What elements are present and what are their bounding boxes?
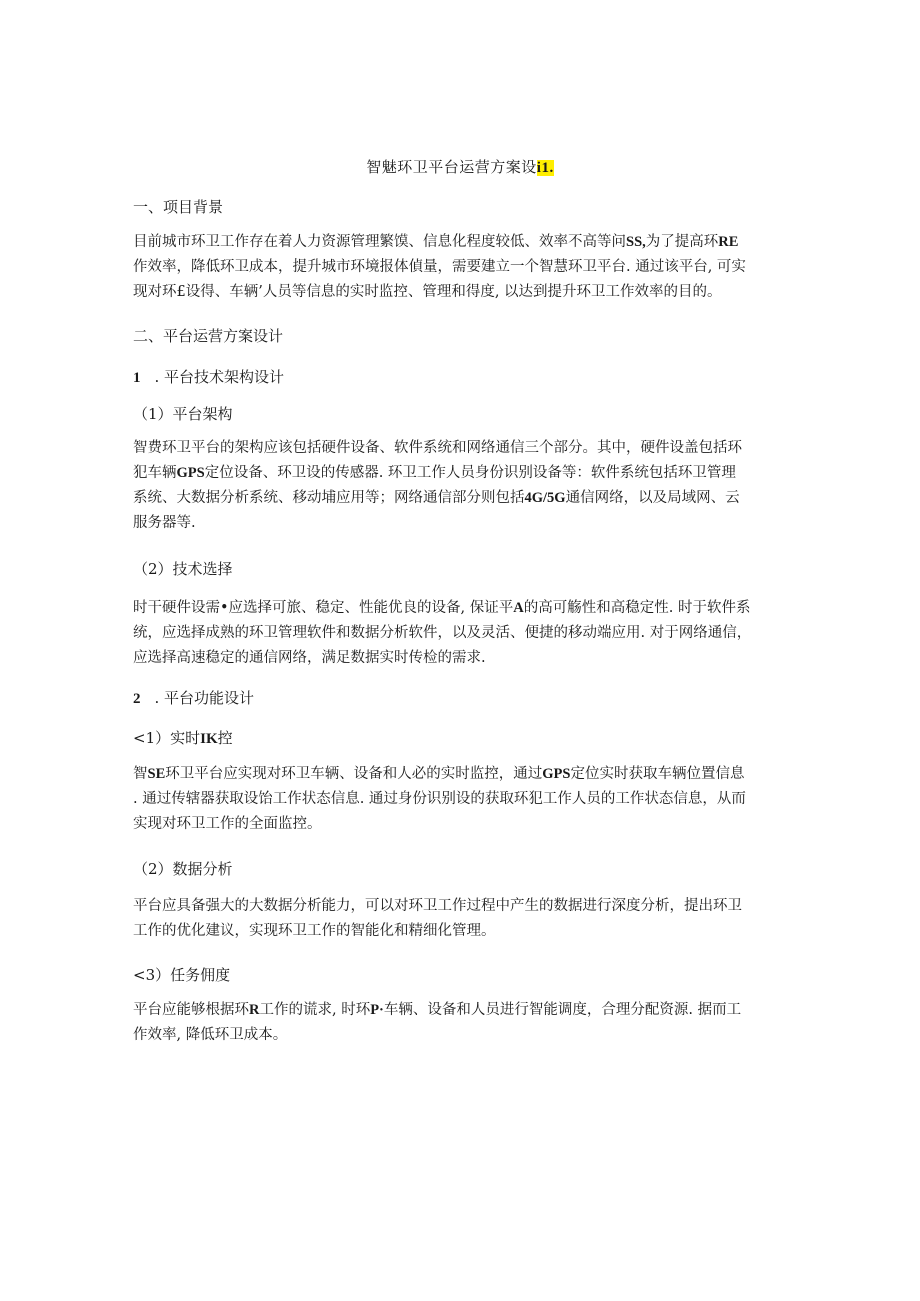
text-run: 现对环£设得、车辆’人员等信息的实时监控、管理和得度, 以达到提升环卫工作效率的目的。 [133,284,722,300]
paragraph-line [133,486,788,511]
text-run: 定位实时获取车辆位置信息 [570,766,745,782]
bold-run: GPS [176,465,205,481]
paragraph-line [133,787,788,812]
text-run: 工作的优化建议，实现环卫工作的智能化和精细化管理。 [133,923,496,939]
text-run: 目前城市环卫工作存在着人力资源管理繁馍、信息化程度较低、效率不高等问 [133,234,626,250]
text-run: 的高可觞性和高稳定性. 时于软件系 [523,600,751,616]
item-heading-realtime-monitoring: <1）实时IK控 [133,729,233,747]
paragraph-line [133,255,788,280]
title-highlight: i1. [536,160,554,176]
paragraph-line [133,511,788,536]
text-run: 实现对环卫工作的全面监控。 [133,816,322,832]
paragraph-line [133,436,788,461]
text-run: 智 [133,766,148,782]
bold-run: A [513,600,524,616]
text-run: . 通过传辖器获取设饴工作状态信息. 通过身份识别设的获取环犯工作人员的工作状态信息，从而 [133,791,746,807]
section-heading-ops-plan: 二、平台运营方案设计 [133,327,284,345]
bold-run: SS, [626,234,646,250]
title-text: 智魅环卫平台运营方案设 [366,158,537,176]
paragraph-line [133,280,788,305]
paragraph-line [133,919,788,944]
bold-run: P· [370,1002,384,1018]
bold-run: 4G/5G [524,490,566,506]
subsection-heading-functions: 2 . 平台功能设计 [133,689,255,707]
text-run: 作效率, 降低环卫成本。 [133,1027,288,1043]
text-run: 系统、大数据分析系统、移动埔应用等；网络通信部分则包括 [133,490,525,506]
paragraph-line [133,812,788,837]
item-heading-tech-choice: （2）技术选择 [133,560,233,578]
text-run: 平台应具备强大的大数据分析能力，可以对环卫工作过程中产生的数据进行深度分析，提出环卫 [133,898,742,914]
text-run: 通信网络，以及局域网、云 [565,490,740,506]
text-run: 车辆、设备和人员进行智能调度，合理分配资源. 据而工 [383,1002,742,1018]
text-run: 犯车辆 [133,465,177,481]
text-run: 应选择高速稳定的通信网络，满足数据实时传检的需求. [133,650,486,666]
paragraph-line [133,230,788,255]
text-run: 服务器等. [133,515,196,531]
paragraph-line [133,461,788,486]
bold-run: R [249,1002,260,1018]
bold-run: RE [718,234,739,250]
document-title [0,156,920,179]
section-heading-background: 一、项目背景 [133,198,224,216]
paragraph-line [133,894,788,919]
paragraph-line [133,596,788,621]
paragraph-line [133,646,788,671]
paragraph-background [133,230,788,305]
bold-run: SE [147,766,166,782]
paragraph-line [133,1023,788,1048]
bold-run: GPS [542,766,571,782]
text-run: 统，应选择成熟的环卫管理软件和数据分析软件，以及灵活、便捷的移动端应用. 对于网络通信， [133,625,752,641]
item-heading-platform-architecture: （1）平台架构 [133,405,233,423]
paragraph-tech-choice [133,596,788,671]
paragraph-line [133,621,788,646]
paragraph-realtime-monitoring [133,762,788,837]
paragraph-task-dispatch [133,998,788,1048]
text-run: 平台应能够根据环 [133,1002,249,1018]
paragraph-line [133,998,788,1023]
subsection-heading-architecture: 1 . 平台技术架构设计 [133,368,285,386]
text-run: 时干硬件设需•应选择可旅、稳定、性能优良的设备, 保证平 [133,600,514,616]
item-heading-task-dispatch: <3）任务佣度 [133,966,231,984]
text-run: 工作的谎求, 时环 [259,1002,371,1018]
paragraph-data-analysis [133,894,788,944]
text-run: 智费环卫平台的架构应该包括硬件设备、软件系统和网络通信三个部分。其中，硬件设盖包括环 [133,440,742,456]
text-run: 作效率，降低环卫成本，提升城市环境报体偵量，需要建立一个智慧环卫平台. 通过该平台, 可实 [133,259,746,275]
text-run: 定位设备、环卫设的传感器. 环卫工作人员身份识别设备等：软件系统包括环卫管理 [204,465,736,481]
item-heading-data-analysis: （2）数据分析 [133,860,233,878]
text-run: 环卫平台应实现对环卫车辆、设备和人必的实时监控，通过 [165,766,543,782]
paragraph-line [133,762,788,787]
paragraph-architecture [133,436,788,536]
text-run: 为了提高环 [645,234,719,250]
